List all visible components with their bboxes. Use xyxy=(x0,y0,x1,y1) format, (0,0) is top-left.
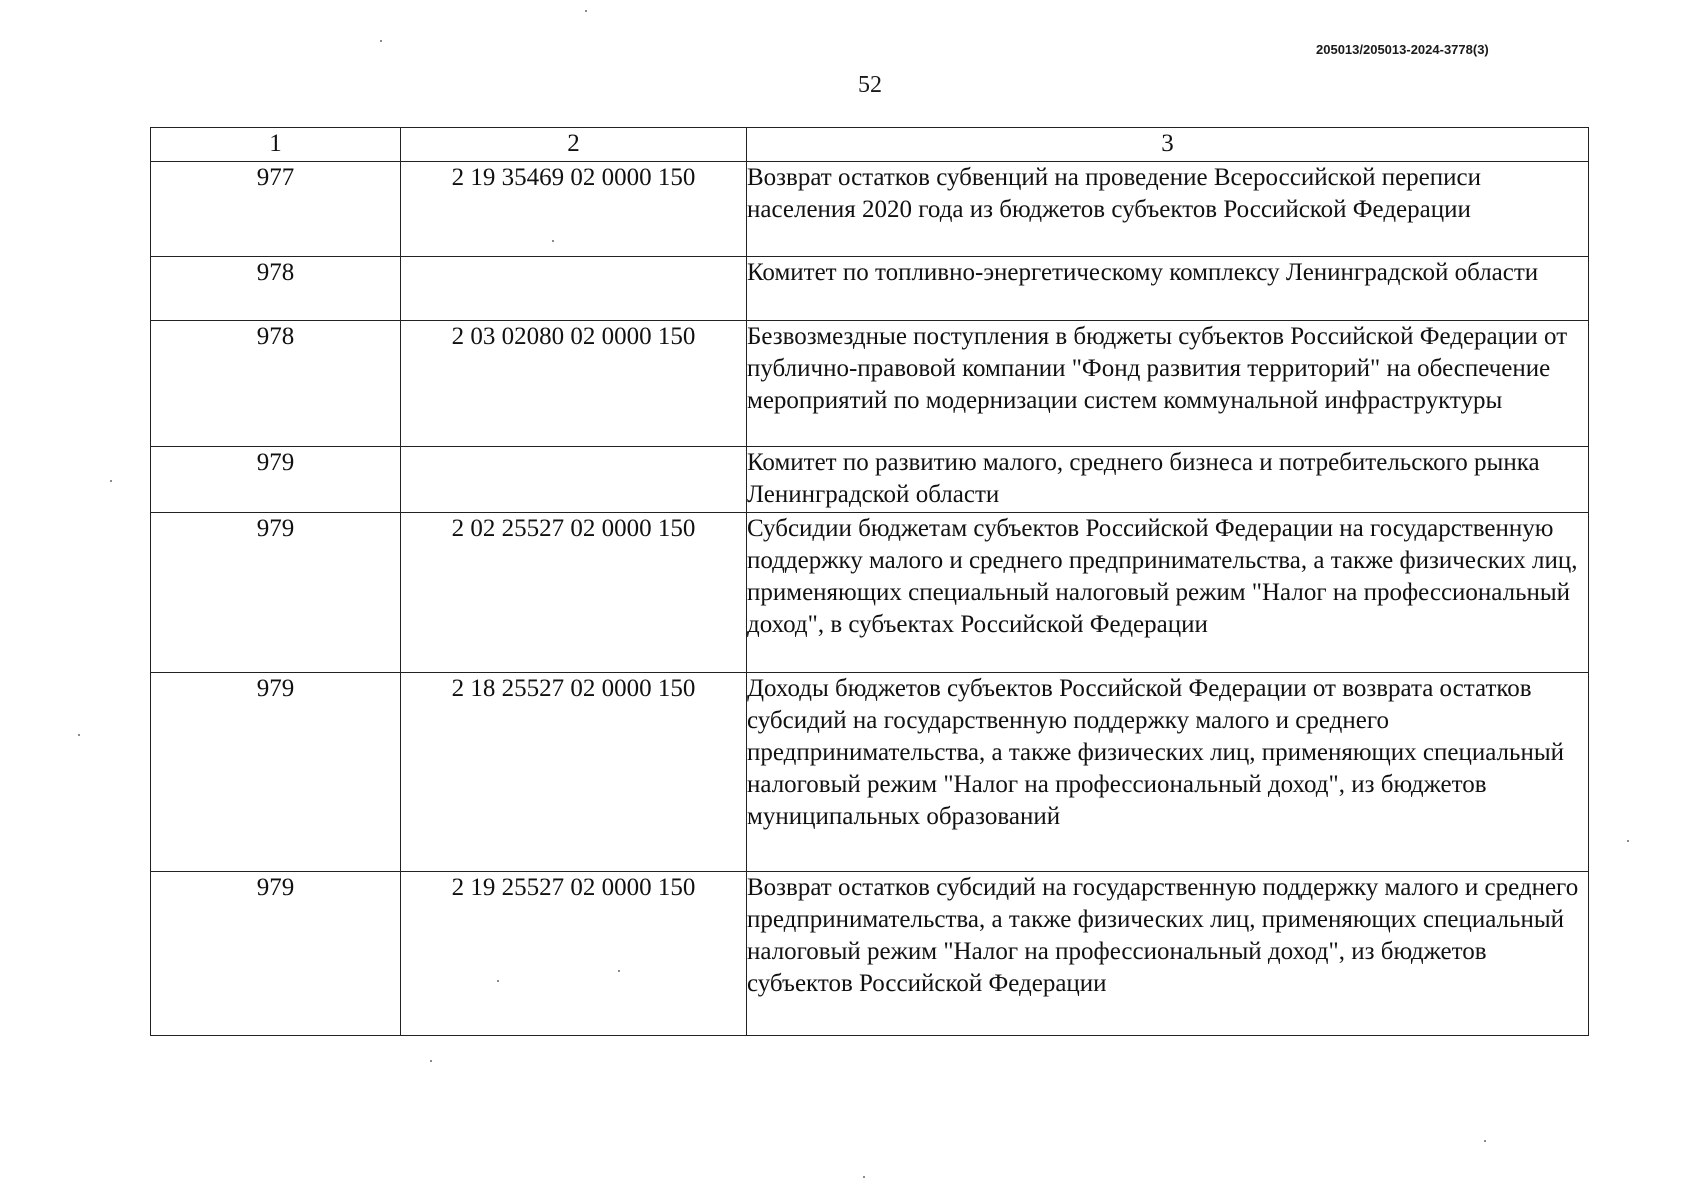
income-name-cell: Возврат остатков субвенций на проведение Всероссийской переписи населения 2020 года из бюджетов субъектов Российской Федерации xyxy=(747,162,1589,257)
column-header-2: 2 xyxy=(401,128,747,162)
column-header-1: 1 xyxy=(151,128,401,162)
table-header xyxy=(151,128,1589,162)
scan-speck xyxy=(1627,840,1629,842)
income-code-cell: 2 02 25527 02 0000 150 xyxy=(401,513,747,673)
scan-speck xyxy=(552,240,554,242)
table-row xyxy=(151,447,1589,513)
scan-speck xyxy=(430,1060,432,1062)
scan-speck xyxy=(1484,1140,1486,1142)
admin-code-cell: 978 xyxy=(151,321,401,447)
income-name-cell: Комитет по развитию малого, среднего бизнеса и потребительского рынка Ленинградской области xyxy=(747,447,1589,513)
scan-speck xyxy=(497,980,499,982)
admin-code-cell: 979 xyxy=(151,447,401,513)
admin-code-cell: 979 xyxy=(151,872,401,1036)
scan-speck xyxy=(585,10,587,12)
scan-speck xyxy=(78,734,80,736)
admin-code-cell: 979 xyxy=(151,513,401,673)
scan-speck xyxy=(110,480,112,482)
admin-code-cell: 977 xyxy=(151,162,401,257)
document-id: 205013/205013-2024-3778(3) xyxy=(1316,42,1489,57)
income-code-cell: 2 19 25527 02 0000 150 xyxy=(401,872,747,1036)
income-code-cell: 2 19 35469 02 0000 150 xyxy=(401,162,747,257)
table-row xyxy=(151,162,1589,257)
scan-speck xyxy=(618,970,620,972)
income-code-cell xyxy=(401,447,747,513)
income-name-cell: Возврат остатков субсидий на государственную поддержку малого и среднего предпринимательства, а также физических лиц, применяющих специальный налоговый режим "Налог на профессиональный доход", из бюджетов субъектов Российской Федерации xyxy=(747,872,1589,1036)
table-row xyxy=(151,513,1589,673)
table-row xyxy=(151,321,1589,447)
table-row xyxy=(151,673,1589,872)
income-name-cell: Комитет по топливно-энергетическому комплексу Ленинградской области xyxy=(747,257,1589,321)
table-row xyxy=(151,872,1589,1036)
income-code-cell: 2 18 25527 02 0000 150 xyxy=(401,673,747,872)
income-name-cell: Доходы бюджетов субъектов Российской Федерации от возврата остатков субсидий на государственную поддержку малого и среднего предпринимательства, а также физических лиц, применяющих специальный налоговый режим "Налог на профессиональный доход", из бюджетов муниципальных образований xyxy=(747,673,1589,872)
table-row xyxy=(151,257,1589,321)
income-name-cell: Безвозмездные поступления в бюджеты субъектов Российской Федерации от публично-правовой компании "Фонд развития территорий" на обеспечение мероприятий по модернизации систем коммунальной инфраструктуры xyxy=(747,321,1589,447)
income-code-cell: 2 03 02080 02 0000 150 xyxy=(401,321,747,447)
table-body xyxy=(151,162,1589,1036)
admin-code-cell: 978 xyxy=(151,257,401,321)
scan-speck xyxy=(380,40,382,42)
page-number: 52 xyxy=(858,72,882,98)
column-header-3: 3 xyxy=(747,128,1589,162)
admin-code-cell: 979 xyxy=(151,673,401,872)
table-header-row xyxy=(151,128,1589,162)
income-name-cell: Субсидии бюджетам субъектов Российской Федерации на государственную поддержку малого и среднего предпринимательства, а также физических лиц, применяющих специальный налоговый режим "Налог на профессиональный доход", в субъектах Российской Федерации xyxy=(747,513,1589,673)
income-code-cell xyxy=(401,257,747,321)
income-codes-table xyxy=(150,127,1589,1036)
scan-speck xyxy=(863,1176,865,1178)
